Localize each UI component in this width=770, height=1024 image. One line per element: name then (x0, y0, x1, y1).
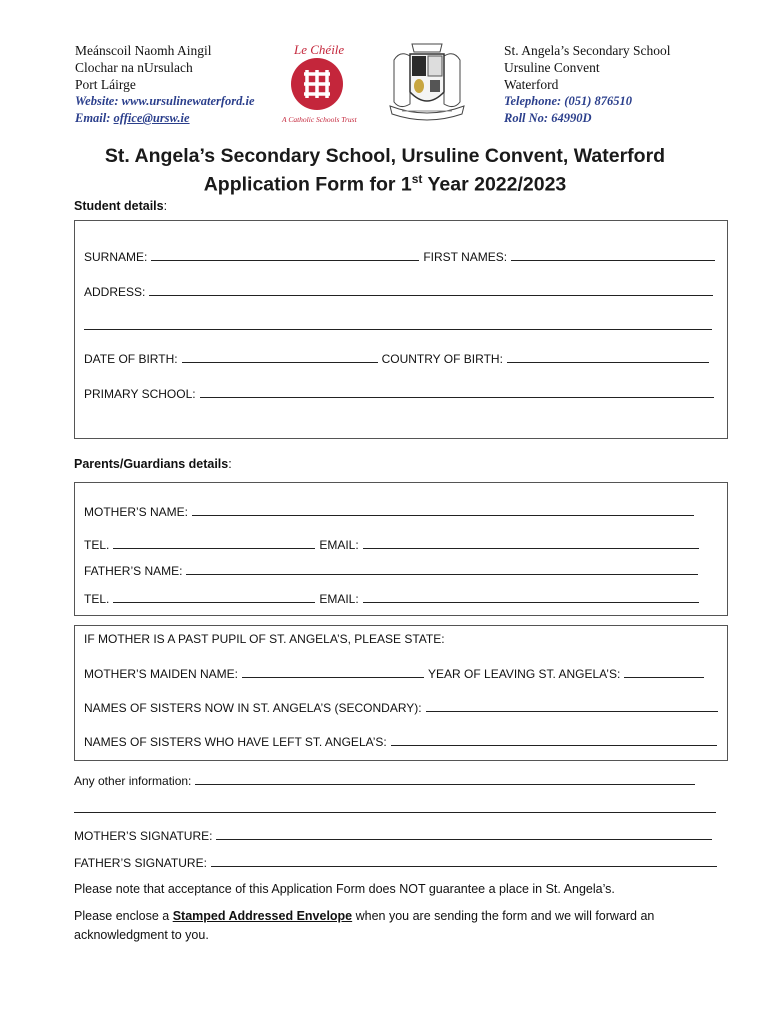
primary-school-row (84, 386, 718, 401)
mother-signature-label: MOTHER’S SIGNATURE: (74, 829, 213, 843)
acceptance-note: Please note that acceptance of this Application Form does NOT guarantee a place in St. Angela’s. (74, 882, 615, 896)
other-info-field-2[interactable] (74, 801, 716, 813)
le-cheile-logo (274, 40, 360, 124)
sisters-now-row (84, 700, 722, 715)
dob-field[interactable] (182, 351, 378, 363)
roll-number: Roll No: 64990D (504, 111, 592, 125)
other-info-row (74, 773, 699, 788)
dob-row (84, 351, 713, 366)
primary-school-label: PRIMARY SCHOOL: (84, 387, 196, 401)
mother-name-field[interactable] (192, 504, 694, 516)
telephone: Telephone: (051) 876510 (504, 94, 632, 108)
address-row (84, 284, 717, 299)
year-leaving-label: YEAR OF LEAVING ST. ANGELA’S: (428, 667, 621, 681)
title-pre: Application Form for 1 (203, 173, 412, 196)
mother-signature-field[interactable] (216, 828, 712, 840)
form-title-application (0, 172, 770, 197)
mother-contact-row (84, 537, 703, 552)
father-email-label: EMAIL: (319, 592, 359, 606)
website-link[interactable]: www.ursulinewaterford.ie (121, 94, 255, 108)
school-name-irish: Meánscoil Naomh Aingil (75, 43, 212, 58)
school-crest-logo (384, 40, 470, 124)
surname-field[interactable] (151, 249, 419, 261)
parents-heading-colon: : (228, 457, 232, 471)
mother-email-field[interactable] (363, 537, 699, 549)
sisters-left-label: NAMES OF SISTERS WHO HAVE LEFT ST. ANGELA’S: (84, 735, 387, 749)
father-signature-field[interactable] (211, 855, 717, 867)
mother-signature-row (74, 828, 716, 843)
past-pupil-heading: IF MOTHER IS A PAST PUPIL OF ST. ANGELA’S, PLEASE STATE: (84, 632, 445, 646)
father-signature-row (74, 855, 721, 870)
envelope-note-post: when you are sending the form and we will forward an acknowledgment to you. (74, 909, 655, 942)
envelope-note-bold: Stamped Addressed Envelope (172, 909, 353, 923)
student-details-heading (74, 199, 167, 213)
sisters-left-field[interactable] (391, 734, 717, 746)
envelope-note (74, 907, 694, 945)
maiden-name-field[interactable] (242, 666, 424, 678)
father-signature-label: FATHER’S SIGNATURE: (74, 856, 207, 870)
town-irish: Port Láirge (75, 77, 136, 92)
convent-name-irish: Clochar na nUrsulach (75, 60, 193, 75)
mother-tel-label: TEL. (84, 538, 110, 552)
maiden-name-row (84, 666, 708, 681)
other-info-field[interactable] (195, 773, 695, 785)
form-title-school: St. Angela’s Secondary School, Ursuline Convent, Waterford (104, 145, 666, 167)
maiden-name-label: MOTHER’S MAIDEN NAME: (84, 667, 239, 681)
surname-label: SURNAME: (84, 250, 148, 264)
student-heading-colon: : (163, 199, 168, 213)
mother-email-label: EMAIL: (319, 538, 359, 552)
website-line (75, 93, 255, 110)
email-line (75, 110, 255, 127)
address-label: ADDRESS: (84, 285, 146, 299)
envelope-note-pre: Please enclose a (74, 909, 173, 923)
town-english: Waterford (504, 77, 559, 92)
parents-heading-text: Parents/Guardians details (74, 457, 229, 471)
father-tel-label: TEL. (84, 592, 110, 606)
mother-tel-field[interactable] (113, 537, 315, 549)
father-name-label: FATHER’S NAME: (84, 564, 183, 578)
surname-row (84, 249, 719, 264)
website-label: Website: (75, 94, 122, 108)
mother-name-row (84, 504, 698, 519)
logo-text-top: Le Chéile (294, 42, 345, 57)
address-row-2 (84, 318, 716, 333)
other-info-row-2 (74, 801, 720, 816)
year-leaving-field[interactable] (624, 666, 704, 678)
country-field[interactable] (507, 351, 709, 363)
student-heading-text: Student details (74, 199, 164, 213)
email-link[interactable]: office@ursw.ie (113, 111, 190, 125)
other-info-label: Any other information: (74, 774, 192, 788)
logo-text-bottom: A Catholic Schools Trust (282, 115, 357, 124)
primary-school-field[interactable] (200, 386, 714, 398)
first-names-label: FIRST NAMES: (423, 250, 508, 264)
father-contact-row (84, 591, 703, 606)
email-label: Email: (75, 111, 114, 125)
convent-name-english: Ursuline Convent (504, 60, 600, 75)
address-field-1[interactable] (149, 284, 713, 296)
parents-details-heading (74, 457, 232, 471)
father-tel-field[interactable] (113, 591, 315, 603)
father-name-row (84, 563, 702, 578)
country-label: COUNTRY OF BIRTH: (381, 352, 503, 366)
header-school-english (504, 42, 670, 127)
father-name-field[interactable] (186, 563, 698, 575)
sisters-left-row (84, 734, 721, 749)
title-sup: st (411, 172, 423, 186)
address-field-2[interactable] (84, 318, 712, 330)
father-email-field[interactable] (363, 591, 699, 603)
sisters-now-label: NAMES OF SISTERS NOW IN ST. ANGELA’S (SECONDARY): (84, 701, 422, 715)
dob-label: DATE OF BIRTH: (84, 352, 178, 366)
school-name-english: St. Angela’s Secondary School (504, 43, 671, 58)
sisters-now-field[interactable] (426, 700, 718, 712)
header-school-irish (75, 42, 255, 127)
mother-name-label: MOTHER’S NAME: (84, 505, 189, 519)
first-names-field[interactable] (511, 249, 715, 261)
title-post: Year 2022/2023 (422, 173, 567, 196)
